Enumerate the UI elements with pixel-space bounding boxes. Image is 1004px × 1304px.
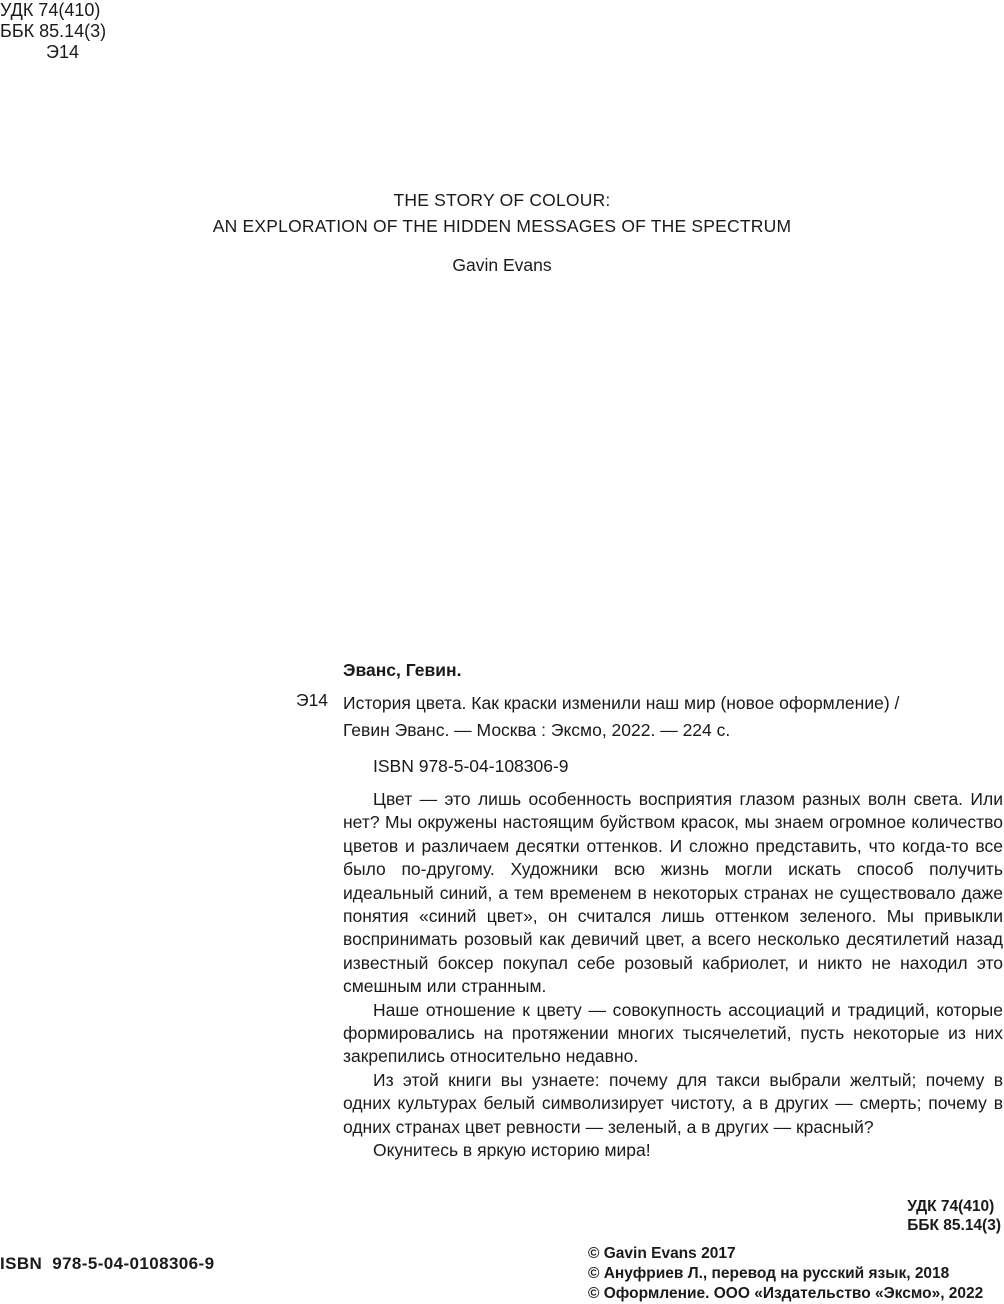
- copyright-design: © Оформление. ООО «Издательство «Эксмо», 2022: [588, 1285, 984, 1302]
- classification-codes: [0, 0, 106, 63]
- original-author: Gavin Evans: [452, 255, 552, 275]
- biblio-line-1: История цвета. Как краски изменили наш мир (новое оформление) /: [343, 693, 900, 713]
- catalog-author-heading: Эванс, Гевин.: [343, 660, 462, 680]
- copyright-translation: © Ануфриев Л., перевод на русский язык, 2018: [588, 1265, 950, 1282]
- footer-classification-codes: [907, 1197, 1001, 1235]
- catalog-bibliographic-description: [343, 690, 1003, 744]
- annotation-paragraph: Цвет — это лишь особенность восприятия глазом разных волн света. Или нет? Мы окружены настоящим буйством красок, мы знаем огромное количество цветов и различаем десятки оттенков. И сложно представить, что когда-то все было по-другому. Художники всю жизнь могли искать способ получить идеальный синий, а тем временем в некоторых странах не существовало даже понятия «синий цвет», он считался лишь оттенком зеленого. Мы привыкли воспринимать розовый как девичий цвет, а всего несколько десятилетий назад известный боксер покупал себе розовый кабриолет, и никто не находил это смешным или странным.: [343, 789, 1003, 997]
- annotation-paragraph: Из этой книги вы узнаете: почему для такси выбрали желтый; почему в одних культурах белый символизирует чистоту, а в других — смерть; почему в одних странах цвет ревности — зеленый, а в других — красный?: [343, 1069, 1003, 1137]
- original-title: [0, 187, 1004, 239]
- catalog-call-code: Э14: [296, 690, 329, 710]
- annotation-paragraph: Окунитесь в яркую историю мира!: [373, 1140, 651, 1161]
- original-title-line-2: AN EXPLORATION OF THE HIDDEN MESSAGES OF THE SPECTRUM: [212, 216, 792, 236]
- footer-udk-code: УДК 74(410): [907, 1198, 995, 1215]
- annotation-paragraph: Наше отношение к цвету — совокупность ассоциаций и традиций, которые формировались на протяжении многих тысячелетий, пусть некоторые из них закрепились относительно недавно.: [343, 999, 1003, 1067]
- biblio-line-2: Гевин Эванс. — Москва : Эксмо, 2022. — 224 с.: [343, 720, 731, 740]
- udk-code: УДК 74(410): [0, 0, 101, 20]
- footer-isbn-label: ISBN: [0, 1254, 43, 1273]
- footer-isbn-number: 978-5-04-0108306-9: [52, 1254, 215, 1273]
- annotation: [343, 788, 1003, 1163]
- catalog-isbn: ISBN 978-5-04-108306-9: [373, 756, 569, 776]
- author-code: Э14: [46, 42, 79, 62]
- bbk-code: ББК 85.14(3): [0, 21, 107, 41]
- original-title-line-1: THE STORY OF COLOUR:: [393, 190, 611, 210]
- copyright-block: [588, 1244, 983, 1304]
- copyright-author: © Gavin Evans 2017: [588, 1245, 736, 1262]
- footer-isbn: [0, 1254, 214, 1274]
- footer-bbk-code: ББК 85.14(3): [907, 1217, 1001, 1234]
